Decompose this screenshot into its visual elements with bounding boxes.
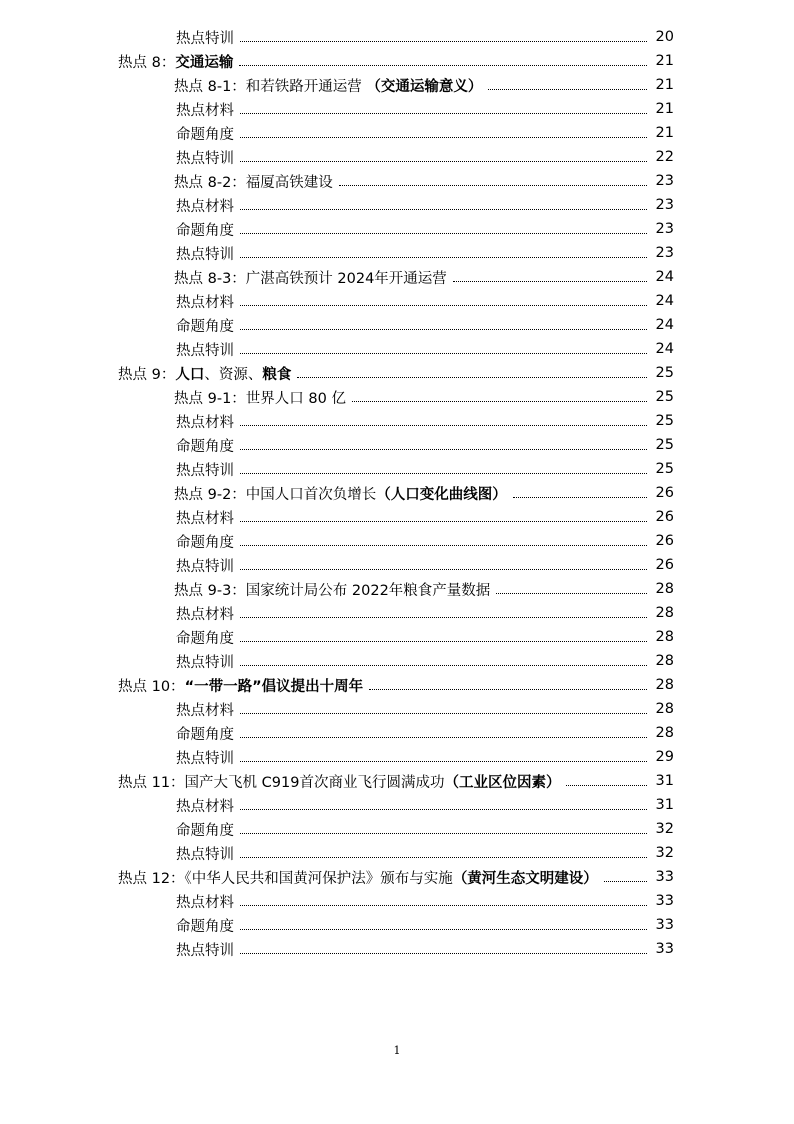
dot-leader bbox=[240, 664, 647, 666]
toc-entry-title-text: 热点 9-3：国家统计局公布 2022年粮食产量数据 bbox=[174, 582, 491, 599]
toc-entry[interactable] bbox=[0, 505, 794, 529]
toc-entry-title bbox=[174, 267, 447, 288]
dot-leader bbox=[297, 376, 647, 378]
toc-entry-title-bold: “一带一路”倡议提出十周年 bbox=[184, 678, 364, 695]
toc-entry-title bbox=[176, 603, 234, 624]
toc-entry-title bbox=[176, 459, 234, 480]
toc-entry-title-text: 命题角度 bbox=[176, 726, 234, 743]
toc-entry-title-text: 热点特训 bbox=[176, 654, 234, 671]
dot-leader bbox=[240, 232, 647, 234]
toc-entry-title-text: 热点材料 bbox=[176, 894, 234, 911]
toc-entry[interactable] bbox=[0, 49, 794, 73]
toc-entry-title-text: 命题角度 bbox=[176, 318, 234, 335]
dot-leader bbox=[240, 736, 647, 738]
toc-entry-title bbox=[174, 483, 507, 504]
toc-entry-page: 33 bbox=[655, 869, 674, 885]
toc-entry-page: 26 bbox=[655, 485, 674, 501]
toc-entry[interactable] bbox=[0, 481, 794, 505]
toc-entry-title-bold: 人口 bbox=[175, 366, 205, 383]
toc-entry-title-text: 热点 8-2：福厦高铁建设 bbox=[174, 174, 333, 191]
toc-entry-title-text: 热点特训 bbox=[176, 150, 234, 167]
toc-entry-title bbox=[176, 243, 234, 264]
toc-entry-title bbox=[176, 891, 234, 912]
toc-entry-page: 24 bbox=[655, 269, 674, 285]
toc-entry-page: 25 bbox=[655, 413, 674, 429]
toc-entry-page: 31 bbox=[655, 797, 674, 813]
dot-leader bbox=[453, 280, 647, 282]
toc-entry-page: 25 bbox=[655, 437, 674, 453]
dot-leader bbox=[239, 64, 647, 66]
dot-leader bbox=[240, 136, 647, 138]
toc-entry-title bbox=[176, 555, 234, 576]
toc-entry[interactable] bbox=[0, 193, 794, 217]
toc-entry-page: 28 bbox=[655, 725, 674, 741]
dot-leader bbox=[566, 784, 647, 786]
toc-entry-title-text: 热点特训 bbox=[176, 846, 234, 863]
dot-leader bbox=[240, 160, 647, 162]
toc-entry-page: 23 bbox=[655, 221, 674, 237]
toc-entry-title-bold: 交通运输 bbox=[175, 54, 234, 71]
toc-entry-page: 22 bbox=[655, 149, 674, 165]
dot-leader bbox=[339, 184, 647, 186]
toc-entry-page: 23 bbox=[655, 245, 674, 261]
toc-entry-page: 23 bbox=[655, 173, 674, 189]
dot-leader bbox=[240, 40, 647, 42]
toc-entry-title-text: 热点材料 bbox=[176, 414, 234, 431]
toc-entry-page: 24 bbox=[655, 317, 674, 333]
toc-entry-title bbox=[176, 507, 234, 528]
dot-leader bbox=[496, 592, 647, 594]
toc-entry[interactable] bbox=[0, 697, 794, 721]
toc-entry-title-text: 热点材料 bbox=[176, 702, 234, 719]
toc-entry[interactable] bbox=[0, 529, 794, 553]
toc-entry-title-text: 热点特训 bbox=[176, 558, 234, 575]
toc-entry-title-text: 热点材料 bbox=[176, 102, 234, 119]
toc-entry-title bbox=[176, 195, 234, 216]
toc-entry[interactable] bbox=[0, 817, 794, 841]
dot-leader bbox=[604, 880, 647, 882]
toc-entry-title bbox=[174, 171, 333, 192]
dot-leader bbox=[240, 832, 647, 834]
toc-entry-title bbox=[118, 867, 598, 888]
toc-entry-title-text: 热点材料 bbox=[176, 198, 234, 215]
dot-leader bbox=[488, 88, 647, 90]
dot-leader bbox=[240, 808, 647, 810]
toc-entry-title-bold: （交通运输意义） bbox=[366, 78, 483, 95]
toc-entry[interactable] bbox=[0, 25, 794, 49]
toc-entry[interactable] bbox=[0, 889, 794, 913]
toc-entry[interactable] bbox=[0, 169, 794, 193]
toc-entry[interactable] bbox=[0, 289, 794, 313]
toc-entry-page: 21 bbox=[655, 53, 674, 69]
toc-entry[interactable] bbox=[0, 217, 794, 241]
toc-entry-title bbox=[176, 915, 234, 936]
dot-leader bbox=[240, 640, 647, 642]
toc-entry-title-text: 热点材料 bbox=[176, 510, 234, 527]
toc-entry[interactable] bbox=[0, 865, 794, 889]
toc-entry-page: 33 bbox=[655, 893, 674, 909]
dot-leader bbox=[352, 400, 647, 402]
dot-leader bbox=[240, 760, 647, 762]
toc-entry-title-text: 热点特训 bbox=[176, 246, 234, 263]
toc-entry-page: 26 bbox=[655, 533, 674, 549]
toc-entry-title bbox=[118, 51, 233, 72]
toc-entry[interactable] bbox=[0, 841, 794, 865]
toc-entry-page: 28 bbox=[655, 629, 674, 645]
toc-entry-title-text: 、资源、 bbox=[204, 366, 263, 383]
toc-entry-title-bold: （工业区位因素） bbox=[444, 774, 561, 791]
toc-entry-title bbox=[176, 411, 234, 432]
dot-leader bbox=[240, 304, 647, 306]
dot-leader bbox=[240, 352, 647, 354]
toc-entry-title bbox=[176, 339, 234, 360]
dot-leader bbox=[240, 424, 647, 426]
toc-entry-title-text: 热点 10： bbox=[118, 678, 185, 695]
toc-entry-title-text: 热点 12：《中华人民共和国黄河保护法》颁布与实施 bbox=[118, 870, 453, 887]
toc-entry-title bbox=[176, 435, 234, 456]
toc-entry-title bbox=[176, 939, 234, 960]
toc-entry-title-text: 热点材料 bbox=[176, 606, 234, 623]
toc-entry[interactable] bbox=[0, 673, 794, 697]
toc-entry-title-text: 热点 9-1：世界人口 80 亿 bbox=[174, 390, 346, 407]
toc-entry[interactable] bbox=[0, 649, 794, 673]
toc-entry-title-text: 热点 8-3：广湛高铁预计 2024年开通运营 bbox=[174, 270, 447, 287]
toc-entry-page: 26 bbox=[655, 509, 674, 525]
toc-entry-title-text: 热点特训 bbox=[176, 462, 234, 479]
toc-entry[interactable] bbox=[0, 769, 794, 793]
toc-entry-title-text: 命题角度 bbox=[176, 918, 234, 935]
dot-leader bbox=[240, 616, 647, 618]
toc-entry[interactable] bbox=[0, 145, 794, 169]
toc-entry-page: 28 bbox=[655, 701, 674, 717]
toc-entry[interactable] bbox=[0, 121, 794, 145]
toc-entry-page: 33 bbox=[655, 917, 674, 933]
toc-entry-page: 32 bbox=[655, 821, 674, 837]
toc-entry-title bbox=[176, 219, 234, 240]
dot-leader bbox=[240, 856, 647, 858]
toc-entry-title-text: 命题角度 bbox=[176, 438, 234, 455]
toc-entry-page: 23 bbox=[655, 197, 674, 213]
toc-entry-page: 28 bbox=[655, 677, 674, 693]
toc-entry-title bbox=[176, 315, 234, 336]
toc-entry[interactable] bbox=[0, 577, 794, 601]
toc-entry-title-text: 热点 9-2：中国人口首次负增长 bbox=[174, 486, 377, 503]
toc-entry-page: 28 bbox=[655, 581, 674, 597]
toc-entry-page: 25 bbox=[655, 461, 674, 477]
toc-entry-title bbox=[176, 27, 234, 48]
toc-entry[interactable] bbox=[0, 241, 794, 265]
toc-entry-title-bold: （人口变化曲线图） bbox=[376, 486, 507, 503]
toc-entry-page: 21 bbox=[655, 101, 674, 117]
toc-entry[interactable] bbox=[0, 337, 794, 361]
toc-entry-title-text: 热点 11：国产大飞机 C919首次商业飞行圆满成功 bbox=[118, 774, 445, 791]
toc-entry[interactable] bbox=[0, 97, 794, 121]
dot-leader bbox=[240, 208, 647, 210]
toc-entry-title-text: 热点材料 bbox=[176, 798, 234, 815]
toc-entry-title bbox=[176, 651, 234, 672]
toc-entry[interactable] bbox=[0, 625, 794, 649]
toc-entry-title bbox=[176, 123, 234, 144]
toc-entry-title-text: 热点材料 bbox=[176, 294, 234, 311]
toc-entry-page: 31 bbox=[655, 773, 674, 789]
toc-entry-page: 24 bbox=[655, 293, 674, 309]
dot-leader bbox=[240, 904, 647, 906]
toc-entry-title bbox=[176, 795, 234, 816]
toc-entry-title bbox=[118, 675, 363, 696]
dot-leader bbox=[369, 688, 647, 690]
dot-leader bbox=[240, 568, 647, 570]
toc-entry-page: 26 bbox=[655, 557, 674, 573]
toc-entry-title-text: 热点 9： bbox=[118, 366, 176, 383]
toc-entry-page: 29 bbox=[655, 749, 674, 765]
toc-entry[interactable] bbox=[0, 553, 794, 577]
toc-entry-title-bold: 粮食 bbox=[262, 366, 292, 383]
toc-entry-title bbox=[176, 147, 234, 168]
toc-entry-page: 32 bbox=[655, 845, 674, 861]
toc-entry[interactable] bbox=[0, 385, 794, 409]
dot-leader bbox=[240, 112, 647, 114]
toc-entry[interactable] bbox=[0, 601, 794, 625]
table-of-contents bbox=[0, 25, 794, 961]
toc-entry[interactable] bbox=[0, 433, 794, 457]
toc-entry-title-text: 命题角度 bbox=[176, 222, 234, 239]
toc-entry[interactable] bbox=[0, 721, 794, 745]
toc-entry-page: 20 bbox=[655, 29, 674, 45]
dot-leader bbox=[240, 472, 647, 474]
toc-entry-page: 33 bbox=[655, 941, 674, 957]
dot-leader bbox=[240, 952, 647, 954]
toc-entry-title bbox=[176, 723, 234, 744]
toc-entry[interactable] bbox=[0, 73, 794, 97]
toc-entry[interactable] bbox=[0, 457, 794, 481]
toc-entry[interactable] bbox=[0, 361, 794, 385]
toc-entry[interactable] bbox=[0, 913, 794, 937]
toc-entry-title bbox=[176, 99, 234, 120]
toc-entry-title bbox=[176, 627, 234, 648]
dot-leader bbox=[240, 544, 647, 546]
toc-entry-title bbox=[174, 387, 346, 408]
toc-entry-page: 24 bbox=[655, 341, 674, 357]
toc-entry-title bbox=[176, 747, 234, 768]
toc-entry-title bbox=[176, 531, 234, 552]
toc-entry[interactable] bbox=[0, 265, 794, 289]
toc-entry-title bbox=[176, 843, 234, 864]
dot-leader bbox=[240, 328, 647, 330]
dot-leader bbox=[240, 928, 647, 930]
toc-entry[interactable] bbox=[0, 745, 794, 769]
toc-entry-title-text: 热点特训 bbox=[176, 342, 234, 359]
toc-entry-title-text: 热点 8-1：和若铁路开通运营 bbox=[174, 78, 367, 95]
toc-entry[interactable] bbox=[0, 937, 794, 961]
toc-entry-page: 25 bbox=[655, 365, 674, 381]
toc-entry-title-text: 命题角度 bbox=[176, 126, 234, 143]
dot-leader bbox=[240, 520, 647, 522]
toc-entry-title bbox=[176, 291, 234, 312]
toc-entry-title-text: 热点特训 bbox=[176, 942, 234, 959]
toc-entry-title-bold: （黄河生态文明建设） bbox=[452, 870, 598, 887]
toc-entry-title bbox=[176, 819, 234, 840]
dot-leader bbox=[513, 496, 647, 498]
toc-entry-title bbox=[174, 75, 482, 96]
toc-entry-title-text: 命题角度 bbox=[176, 534, 234, 551]
toc-entry-title-text: 热点特训 bbox=[176, 30, 234, 47]
toc-entry-title-text: 命题角度 bbox=[176, 822, 234, 839]
toc-entry-page: 21 bbox=[655, 77, 674, 93]
toc-entry-title bbox=[118, 771, 560, 792]
toc-entry-page: 28 bbox=[655, 653, 674, 669]
dot-leader bbox=[240, 448, 647, 450]
toc-entry[interactable] bbox=[0, 793, 794, 817]
toc-entry-page: 25 bbox=[655, 389, 674, 405]
dot-leader bbox=[240, 256, 647, 258]
toc-entry-title bbox=[174, 579, 490, 600]
dot-leader bbox=[240, 712, 647, 714]
toc-entry-title bbox=[118, 363, 291, 384]
toc-entry[interactable] bbox=[0, 409, 794, 433]
toc-entry-title bbox=[176, 699, 234, 720]
toc-entry-title-text: 热点特训 bbox=[176, 750, 234, 767]
toc-entry-title-text: 热点 8： bbox=[118, 54, 176, 71]
toc-entry-page: 21 bbox=[655, 125, 674, 141]
page-number: 1 bbox=[393, 1044, 401, 1057]
toc-entry-title-text: 命题角度 bbox=[176, 630, 234, 647]
toc-entry-page: 28 bbox=[655, 605, 674, 621]
toc-entry[interactable] bbox=[0, 313, 794, 337]
